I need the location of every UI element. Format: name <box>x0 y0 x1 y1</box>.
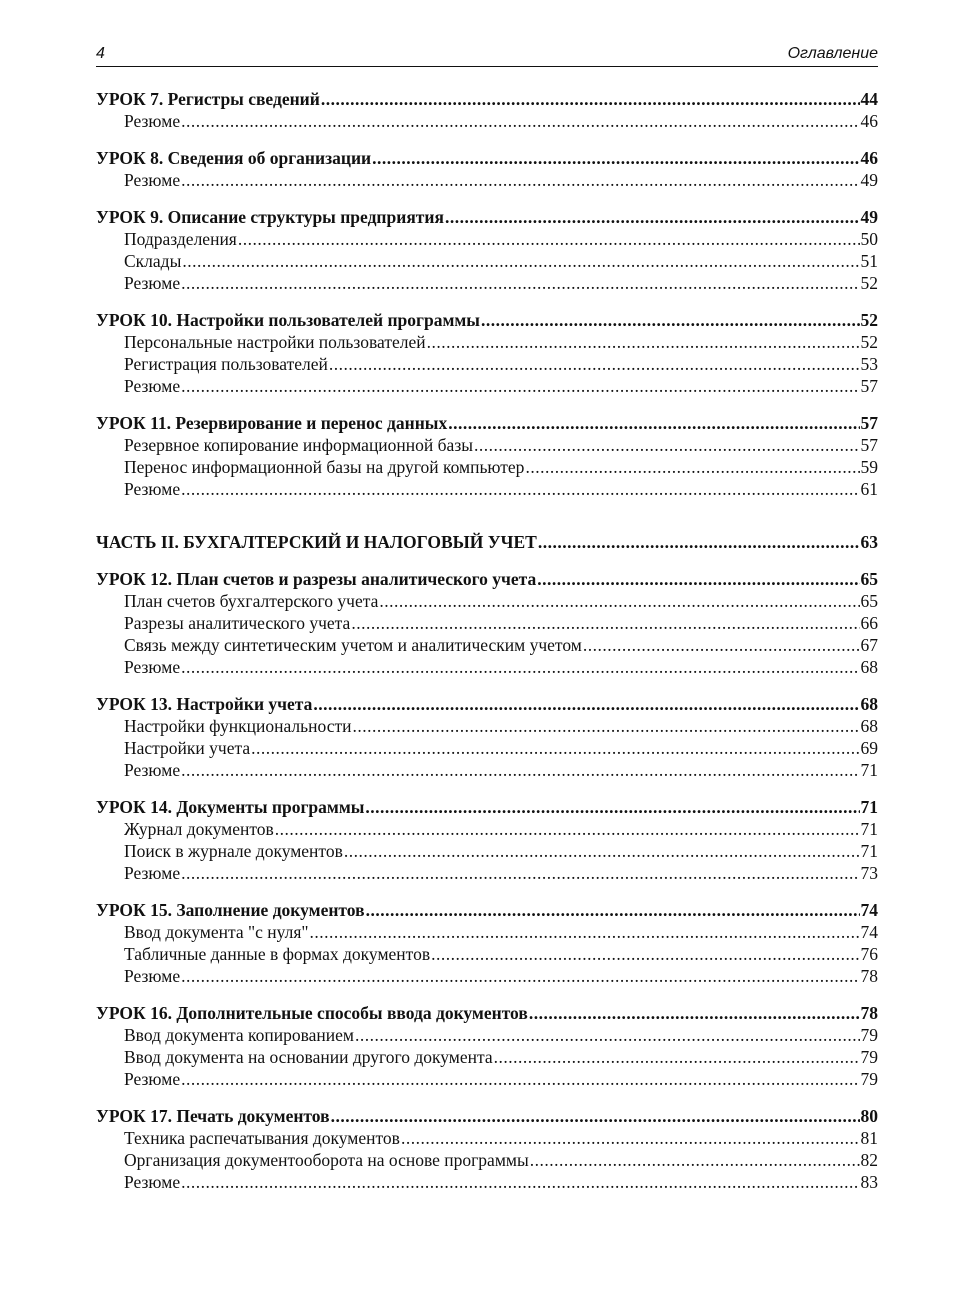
lesson-block <box>96 568 878 678</box>
toc-entry-label: Склады <box>124 251 182 271</box>
toc-subentry[interactable] <box>96 1046 878 1068</box>
toc-entry-label: Резюме <box>124 760 181 780</box>
toc-subentry[interactable] <box>96 1149 878 1171</box>
toc-entry-label: Перенос информационной базы на другой компьютер <box>124 457 525 477</box>
dot-leader <box>344 840 860 862</box>
toc-entry-page: 73 <box>860 863 878 883</box>
dot-leader <box>366 899 860 921</box>
toc-entry-page: 52 <box>860 310 878 330</box>
lesson-block <box>96 88 878 132</box>
lesson-block <box>96 147 878 191</box>
toc-entry-label: УРОК 14. Документы программы <box>96 797 365 817</box>
toc-entry-page: 65 <box>860 569 878 589</box>
running-title: Оглавление <box>787 45 878 62</box>
toc-entry-label: Ввод документа копированием <box>124 1025 354 1045</box>
toc-entry-label: Поиск в журнале документов <box>124 841 343 861</box>
toc-subentry[interactable] <box>96 1171 878 1193</box>
dot-leader <box>352 715 859 737</box>
dot-leader <box>379 590 859 612</box>
toc-entry-page: 80 <box>860 1106 878 1126</box>
dot-leader <box>525 456 859 478</box>
toc-entry-page: 44 <box>860 89 878 109</box>
toc-entry-label: Резюме <box>124 863 181 883</box>
page-header <box>96 0 878 67</box>
toc-lesson-entry[interactable] <box>96 309 878 331</box>
toc-entry-label: УРОК 9. Описание структуры предприятия <box>96 207 444 227</box>
dot-leader <box>538 531 860 553</box>
toc-lesson-entry[interactable] <box>96 899 878 921</box>
toc-entry-page: 71 <box>860 760 878 780</box>
toc-entry-label: Регистрация пользователей <box>124 354 328 374</box>
dot-leader <box>431 943 859 965</box>
toc-entry-page: 49 <box>860 170 878 190</box>
toc-subentry[interactable] <box>96 250 878 272</box>
toc-subentry[interactable] <box>96 759 878 781</box>
dot-leader <box>181 110 859 132</box>
dot-leader <box>181 478 859 500</box>
toc-subentry[interactable] <box>96 353 878 375</box>
toc-entry-page: 81 <box>860 1128 878 1148</box>
toc-lesson-entry[interactable] <box>96 147 878 169</box>
toc-lesson-entry[interactable] <box>96 693 878 715</box>
toc-entry-page: 61 <box>860 479 878 499</box>
toc-entry-label: Резюме <box>124 657 181 677</box>
dot-leader <box>182 250 859 272</box>
toc-subentry[interactable] <box>96 110 878 132</box>
dot-leader <box>329 353 860 375</box>
toc-entry-label: Резюме <box>124 479 181 499</box>
lesson-block <box>96 309 878 397</box>
dot-leader <box>181 1171 859 1193</box>
toc-subentry[interactable] <box>96 1068 878 1090</box>
toc-subentry[interactable] <box>96 456 878 478</box>
toc-entry-label: Организация документооборота на основе программы <box>124 1150 529 1170</box>
toc-entry-page: 46 <box>860 111 878 131</box>
toc-lesson-entry[interactable] <box>96 412 878 434</box>
dot-leader <box>181 965 859 987</box>
toc-subentry[interactable] <box>96 612 878 634</box>
toc-entry-page: 57 <box>860 376 878 396</box>
toc-entry-page: 71 <box>860 841 878 861</box>
toc-subentry[interactable] <box>96 331 878 353</box>
dot-leader <box>427 331 860 353</box>
lesson-block <box>96 412 878 500</box>
toc-subentry[interactable] <box>96 375 878 397</box>
toc-entry-page: 74 <box>860 922 878 942</box>
dot-leader <box>275 818 860 840</box>
toc-entry-page: 71 <box>860 797 878 817</box>
page-number: 4 <box>96 45 105 62</box>
toc-subentry[interactable] <box>96 1024 878 1046</box>
dot-leader <box>251 737 859 759</box>
toc-subentry[interactable] <box>96 818 878 840</box>
toc-entry-page: 65 <box>860 591 878 611</box>
table-of-contents <box>96 88 878 1193</box>
toc-lesson-entry[interactable] <box>96 88 878 110</box>
dot-leader <box>181 169 859 191</box>
lesson-block <box>96 1105 878 1193</box>
toc-subentry[interactable] <box>96 965 878 987</box>
toc-entry-page: 49 <box>860 207 878 227</box>
toc-subentry[interactable] <box>96 634 878 656</box>
lesson-block <box>96 206 878 294</box>
toc-lesson-entry[interactable] <box>96 1002 878 1024</box>
toc-entry-page: 50 <box>860 229 878 249</box>
toc-entry-page: 68 <box>860 716 878 736</box>
toc-entry-label: Резюме <box>124 376 181 396</box>
toc-part-entry[interactable] <box>96 531 878 553</box>
toc-lesson-entry[interactable] <box>96 568 878 590</box>
toc-entry-page: 83 <box>860 1172 878 1192</box>
lesson-block <box>96 796 878 884</box>
dot-leader <box>448 412 859 434</box>
toc-entry-label: Резюме <box>124 111 181 131</box>
toc-subentry[interactable] <box>96 715 878 737</box>
toc-entry-label: УРОК 15. Заполнение документов <box>96 900 365 920</box>
toc-entry-label: ЧАСТЬ II. БУХГАЛТЕРСКИЙ И НАЛОГОВЫЙ УЧЕТ <box>96 532 537 552</box>
toc-subentry[interactable] <box>96 921 878 943</box>
toc-entry-label: Разрезы аналитического учета <box>124 613 351 633</box>
toc-entry-page: 57 <box>860 413 878 433</box>
toc-entry-label: Резюме <box>124 273 181 293</box>
dot-leader <box>445 206 860 228</box>
toc-entry-label: Техника распечатывания документов <box>124 1128 400 1148</box>
toc-entry-page: 74 <box>860 900 878 920</box>
toc-entry-label: УРОК 11. Резервирование и перенос данных <box>96 413 448 433</box>
dot-leader <box>351 612 859 634</box>
toc-entry-page: 63 <box>860 532 878 552</box>
toc-entry-page: 78 <box>860 1003 878 1023</box>
toc-entry-label: Резервное копирование информационной базы <box>124 435 473 455</box>
toc-subentry[interactable] <box>96 943 878 965</box>
toc-entry-label: Ввод документа на основании другого документа <box>124 1047 493 1067</box>
toc-entry-label: УРОК 17. Печать документов <box>96 1106 330 1126</box>
toc-entry-label: УРОК 8. Сведения об организации <box>96 148 372 168</box>
dot-leader <box>321 88 860 110</box>
toc-entry-label: Резюме <box>124 1172 181 1192</box>
toc-entry-label: УРОК 13. Настройки учета <box>96 694 313 714</box>
toc-entry-label: Связь между синтетическим учетом и аналитическим учетом <box>124 635 582 655</box>
toc-entry-page: 59 <box>860 457 878 477</box>
dot-leader <box>310 921 860 943</box>
dot-leader <box>481 309 860 331</box>
toc-entry-label: Настройки учета <box>124 738 251 758</box>
dot-leader <box>181 656 859 678</box>
dot-leader <box>181 1068 859 1090</box>
toc-entry-label: Подразделения <box>124 229 237 249</box>
toc-entry-label: Табличные данные в формах документов <box>124 944 431 964</box>
dot-leader <box>583 634 860 656</box>
toc-entry-page: 66 <box>860 613 878 633</box>
lesson-block <box>96 693 878 781</box>
dot-leader <box>372 147 859 169</box>
toc-entry-label: УРОК 16. Дополнительные способы ввода документов <box>96 1003 528 1023</box>
toc-subentry[interactable] <box>96 169 878 191</box>
toc-entry-label: УРОК 7. Регистры сведений <box>96 89 320 109</box>
toc-subentry[interactable] <box>96 228 878 250</box>
toc-entry-page: 52 <box>860 332 878 352</box>
dot-leader <box>530 1149 860 1171</box>
toc-entry-label: Журнал документов <box>124 819 274 839</box>
dot-leader <box>181 862 859 884</box>
toc-entry-page: 76 <box>860 944 878 964</box>
toc-entry-page: 79 <box>860 1047 878 1067</box>
dot-leader <box>181 272 859 294</box>
toc-entry-page: 79 <box>860 1025 878 1045</box>
document-page <box>96 0 878 1208</box>
toc-entry-page: 78 <box>860 966 878 986</box>
dot-leader <box>537 568 859 590</box>
toc-subentry[interactable] <box>96 590 878 612</box>
dot-leader <box>494 1046 860 1068</box>
toc-entry-page: 57 <box>860 435 878 455</box>
dot-leader <box>238 228 860 250</box>
toc-entry-page: 79 <box>860 1069 878 1089</box>
toc-entry-page: 68 <box>860 657 878 677</box>
toc-subentry[interactable] <box>96 862 878 884</box>
dot-leader <box>181 759 859 781</box>
toc-entry-label: Ввод документа "с нуля" <box>124 922 309 942</box>
toc-subentry[interactable] <box>96 656 878 678</box>
toc-subentry[interactable] <box>96 478 878 500</box>
toc-subentry[interactable] <box>96 1127 878 1149</box>
toc-entry-page: 53 <box>860 354 878 374</box>
toc-subentry[interactable] <box>96 840 878 862</box>
toc-entry-page: 46 <box>860 148 878 168</box>
toc-entry-page: 67 <box>860 635 878 655</box>
dot-leader <box>401 1127 860 1149</box>
toc-entry-page: 82 <box>860 1150 878 1170</box>
dot-leader <box>355 1024 860 1046</box>
toc-entry-label: План счетов бухгалтерского учета <box>124 591 379 611</box>
toc-entry-label: УРОК 12. План счетов и разрезы аналитического учета <box>96 569 537 589</box>
toc-entry-label: Резюме <box>124 1069 181 1089</box>
toc-entry-page: 68 <box>860 694 878 714</box>
toc-entry-label: УРОК 10. Настройки пользователей программы <box>96 310 480 330</box>
toc-subentry[interactable] <box>96 434 878 456</box>
toc-entry-label: Резюме <box>124 966 181 986</box>
toc-entry-page: 52 <box>860 273 878 293</box>
lesson-block <box>96 1002 878 1090</box>
dot-leader <box>181 375 859 397</box>
toc-subentry[interactable] <box>96 272 878 294</box>
toc-entry-label: Настройки функциональности <box>124 716 352 736</box>
toc-lesson-entry[interactable] <box>96 1105 878 1127</box>
part-block <box>96 531 878 553</box>
section-gap <box>96 515 878 531</box>
toc-lesson-entry[interactable] <box>96 796 878 818</box>
lesson-block <box>96 899 878 987</box>
dot-leader <box>529 1002 860 1024</box>
dot-leader <box>474 434 860 456</box>
toc-entry-label: Персональные настройки пользователей <box>124 332 426 352</box>
toc-entry-label: Резюме <box>124 170 181 190</box>
toc-subentry[interactable] <box>96 737 878 759</box>
toc-entry-page: 71 <box>860 819 878 839</box>
dot-leader <box>313 693 859 715</box>
toc-entry-page: 51 <box>860 251 878 271</box>
toc-entry-page: 69 <box>860 738 878 758</box>
dot-leader <box>331 1105 860 1127</box>
dot-leader <box>365 796 859 818</box>
toc-lesson-entry[interactable] <box>96 206 878 228</box>
